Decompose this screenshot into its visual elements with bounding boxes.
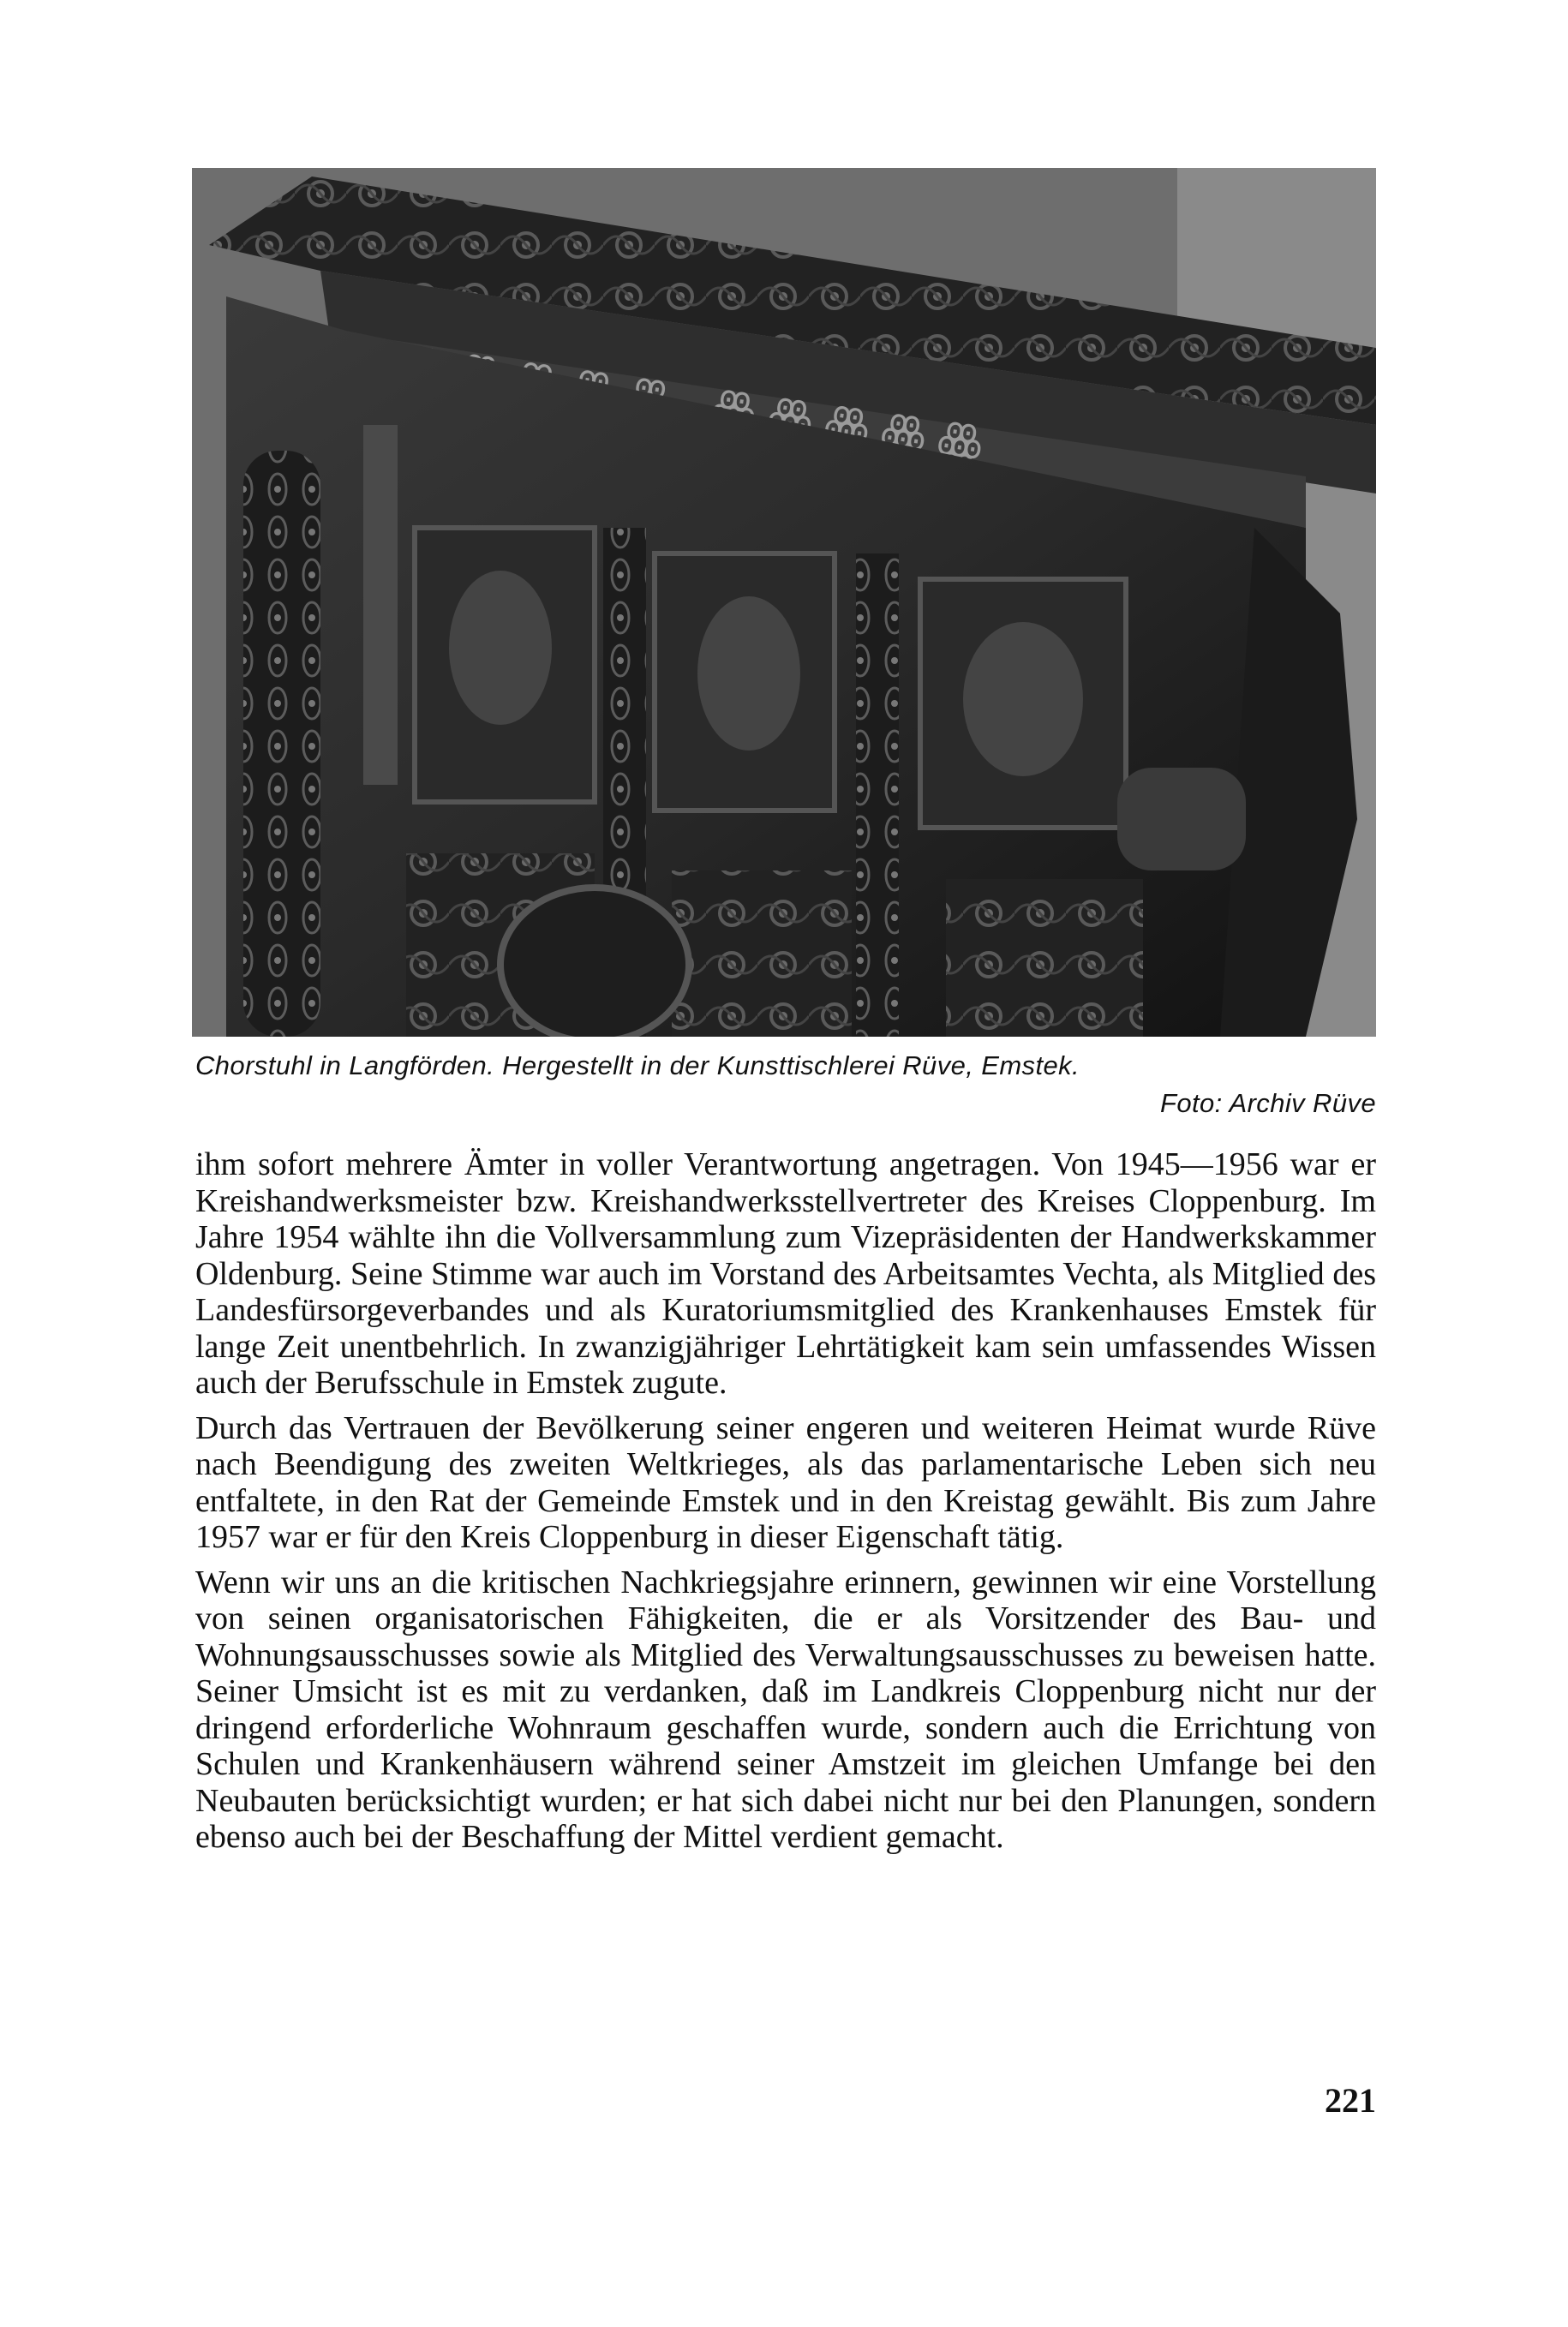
paragraph-2: Durch das Vertrauen der Bevölkerung seiner engeren und weiteren Heimat wurde Rüve nach Beendigung des zweiten Weltkrieges, als das parlamentarische Leben sich neu entfaltete, in den Rat der Gemeinde Emstek und in den Kreistag gewählt. Bis zum Jahre 1957 war er für den Kreis Cloppenburg in dieser Eigenschaft tätig. [195,1409,1376,1555]
article-body [195,1146,1376,1864]
page-number: 221 [1325,2081,1376,2120]
paragraph-1: ihm sofort mehrere Ämter in voller Verantwortung angetragen. Von 1945—1956 war er Kreishandwerksmeister bzw. Kreishandwerksstellvertreter des Kreises Cloppenburg. Im Jahre 1954 wählte ihn die Vollversammlung zum Vizepräsidenten der Handwerkskammer Oldenburg. Seine Stimme war auch im Vorstand des Arbeitsamtes Vechta, als Mitglied des Landesfürsorgeverbandes und als Kuratoriumsmitglied des Krankenhauses Emstek für lange Zeit unentbehrlich. In zwanzigjähriger Lehrtätigkeit kam sein umfassendes Wissen auch der Berufsschule in Emstek zugute. [195,1146,1376,1401]
caption-text: Chorstuhl in Langförden. Hergestellt in der Kunsttischlerei Rüve, Emstek. [195,1050,1080,1080]
paragraph-3: Wenn wir uns an die kritischen Nachkriegsjahre erinnern, gewinnen wir eine Vorstellung von seinen organisatorischen Fähigkeiten, die er als Vorsitzender des Bau- und Wohnungsausschusses sowie als Mitglied des Verwaltungsausschusses zu beweisen hatte. Seiner Umsicht ist es mit zu verdanken, daß im Landkreis Cloppenburg nicht nur der dringend erforderliche Wohnraum geschaffen wurde, sondern auch die Errichtung von Schulen und Krankenhäusern während seiner Amstzeit im gleichen Umfange bei den Neubauten berücksichtigt wurden; er hat sich dabei nicht nur bei den Planungen, sondern ebenso auch bei der Beschaffung der Mittel verdient gemacht. [195,1564,1376,1855]
carved-woodwork-illustration [192,168,1376,1037]
photo-credit: Foto: Archiv Rüve [1159,1088,1376,1118]
choir-stall-photo [192,168,1376,1037]
figure-caption [195,1047,1376,1122]
